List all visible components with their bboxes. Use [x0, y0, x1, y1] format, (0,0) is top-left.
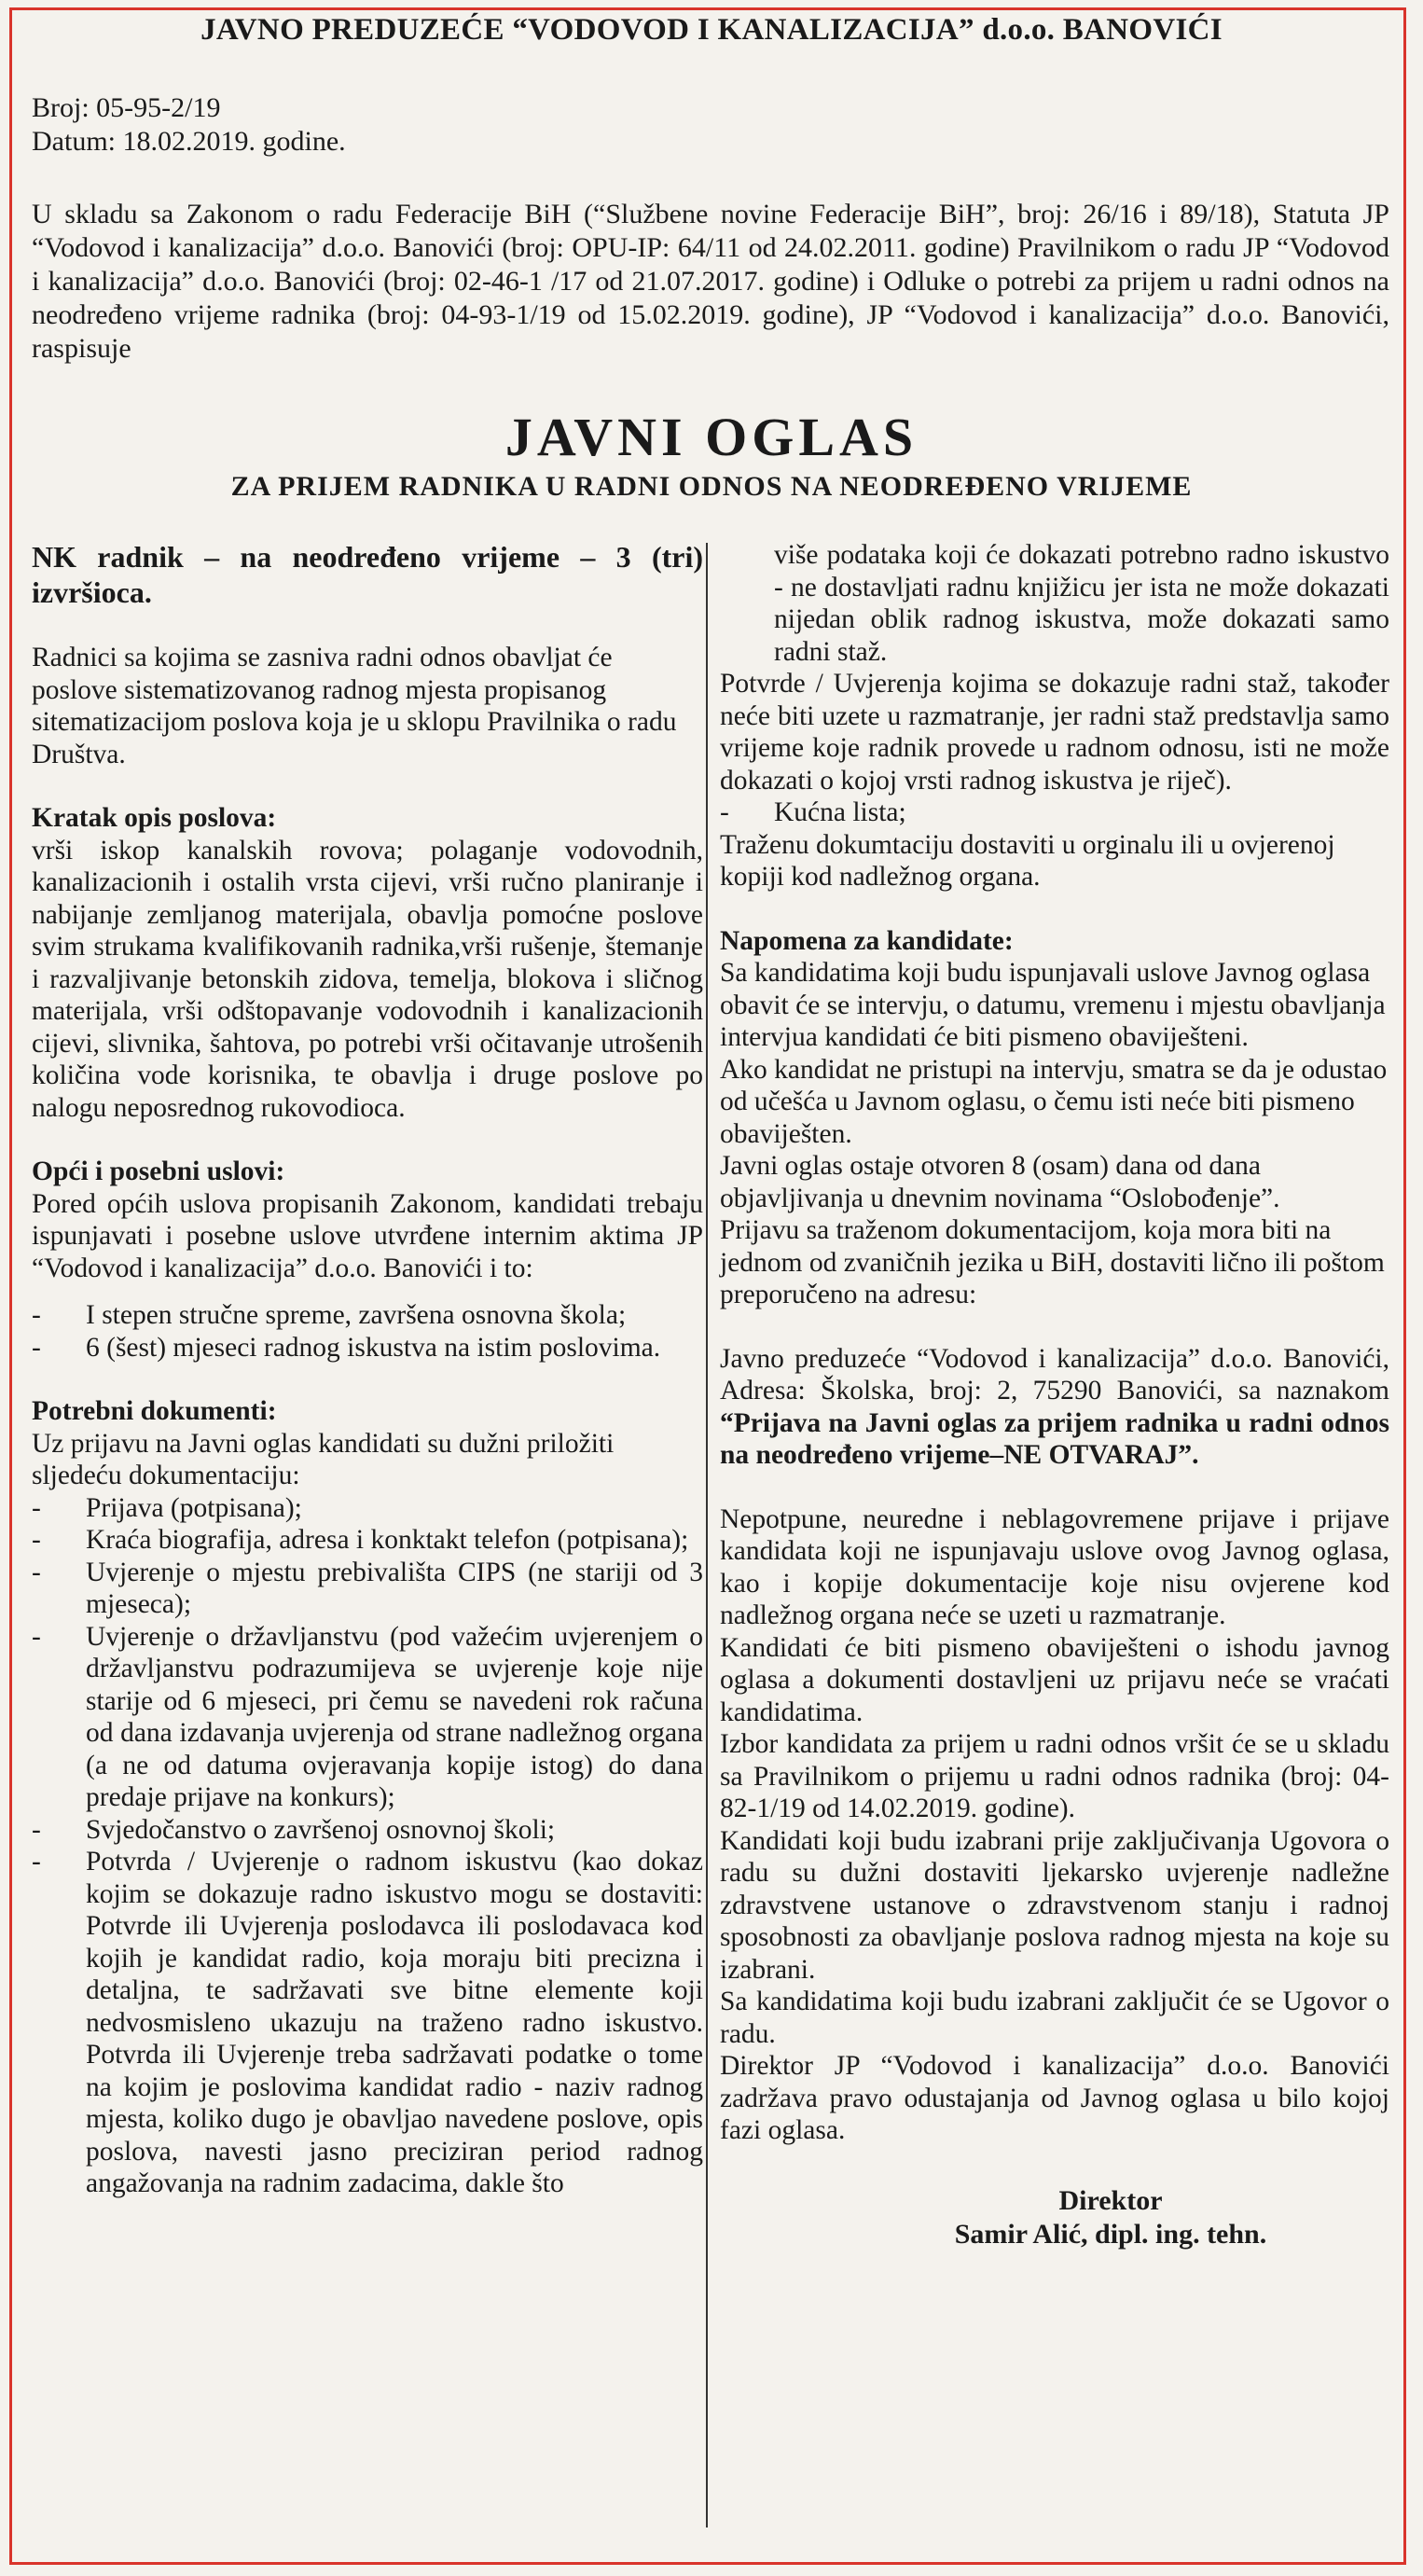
note-interview: Sa kandidatima koji budu ispunjavali uslove Javnog oglasa obavit će se intervju, o datumu, vremenu i mjestu obavljanja intervjua kandidati će biti pismeno obaviješteni. [720, 958, 1386, 1052]
list-item: - Svjedočanstvo o završenoj osnovnoj školi; [32, 1814, 556, 1845]
list-item: - Kraća biografija, adresa i konktakt telefon (potpisana); [32, 1525, 689, 1555]
notification-note: Kandidati će biti pismeno obaviješteni o ishodu javnog oglasa a dokumenti dostavljeni uz prijavu neće se vraćati kandidatima. [720, 1632, 1389, 1727]
left-column [32, 539, 703, 2200]
duties-heading: Kratak opis poslova: [32, 803, 277, 833]
contract-note: Sa kandidatima koji budu izabrani zaključit će se Ugovor o radu. [720, 1987, 1389, 2049]
experience-continuation: više podataka koji će dokazati potrebno radno iskustvo - ne dostavljati radnu knjižicu jer ista ne može dokazati nijedan oblik radnog iskustva, može dokazati samo radni staž. [774, 540, 1389, 667]
original-docs-note: Traženu dokumtaciju dostaviti u orginalu ili u ovjerenoj kopiji kod nadležnog organa. [720, 829, 1335, 892]
list-item: - Prijava (potpisana); [32, 1492, 302, 1523]
documents-intro: Uz prijavu na Javni oglas kandidati su dužni priložiti sljedeću dokumentaciju: [32, 1428, 615, 1490]
signature-name: Samir Alić, dipl. ing. tehn. [954, 2218, 1267, 2250]
list-item: - 6 (šest) mjeseci radnog iskustva na istim poslovima. [32, 1332, 661, 1363]
document-number: Broj: 05-95-2/19 [32, 92, 221, 123]
mailing-address [720, 1343, 1389, 1472]
company-header: JAVNO PREDUZEĆE “VODOVOD I KANALIZACIJA” d.o.o. BANOVIĆI [200, 13, 1223, 47]
selection-note: Izbor kandidata za prijem u radni odnos vršit će se u skladu sa Pravilnikom o prijemu u radni odnos radnika (broj: 04-82-1/19 od 14.02.2019. godine). [720, 1729, 1389, 1823]
list-item: - I stepen stručne spreme, završena osnovna škola; [32, 1300, 627, 1330]
position-description: Radnici sa kojima se zasniva radni odnos obavljat će poslove sistematizovanog radnog mjesta propisanog sitematizacijom poslova koja je u sklopu Pravilnika o radu Društva. [32, 643, 677, 769]
work-record-note: Potvrde / Uvjerenja kojima se dokazuje radni staž, također neće biti uzete u razmatranje, jer radni staž predstavlja samo vrijeme koje radnik provede u radnom odnosu, isti ne može dokazati o kojoj vrsti radnog iskustva je riječ). [720, 669, 1389, 796]
conditions-text: Pored općih uslova propisanih Zakonom, kandidati trebaju ispunjavati i posebne uslove utvrđene internim aktima JP “Vodovod i kanalizacija” d.o.o. Banovići i to: [32, 1188, 703, 1283]
document-meta [32, 91, 346, 159]
conditions-list [32, 1299, 703, 1364]
document-date: Datum: 18.02.2019. godine. [32, 126, 346, 157]
note-submission: Prijavu sa traženom dokumentacijom, koja mora biti na jednom od zvaničnih jezika u BiH, dostaviti lično ili poštom preporučeno na adresu: [720, 1215, 1385, 1309]
address-label: “Prijava na Javni oglas za prijem radnika u radni odnos na neodređeno vrijeme–NE OTVARAJ”. [720, 1407, 1389, 1470]
list-item: - Potvrda / Uvjerenje o radnom iskustvu (kao dokaz kojim se dokazuje radno iskustvo mogu se dostaviti: Potvrde ili Uvjerenja poslodavca ili poslodavaca kod kojih je kandidat radio, koja moraju biti precizna i detaljna, te sadržavati sve bitne elemente koji nedvosmisleno ukazuju na traženo radno iskustvo. Potvrda ili Uvjerenje treba sadržavati podatke o tome na kojim je poslovima kandidat radio - naziv radnog mjesta, koliko dugo je obavljao navedene poslove, opis poslova, navesti jasno preciziran period radnog angažovanja na radnim zadacima, dakle što [32, 1847, 703, 2198]
list-item: - Uvjerenje o državljanstvu (pod važećim uvjerenjem o državljanstvu podrazumijeva se uvjerenje koje nije starije od 6 mjeseci, pri čemu se navedeni rok računa od dana izdavanja uvjerenja od strane nadležnog organa (a ne od datuma ovjeravanja kopije istog) do dana predaje prijave na konkurs); [32, 1621, 703, 1812]
column-divider [706, 543, 708, 2528]
director-rights-note: Direktor JP “Vodovod i kanalizacija” d.o.o. Banovići zadržava pravo odustajanja od Javnog oglasa u bilo kojoj fazi oglasa. [720, 2051, 1389, 2145]
announcement-title: JAVNI OGLAS [504, 407, 919, 467]
note-deadline: Javni oglas ostaje otvoren 8 (osam) dana od dana objavljivanja u dnevnim novinama “Oslobođenje”. [720, 1151, 1280, 1213]
medical-note: Kandidati koji budu izabrani prije zaključivanja Ugovora o radu su dužni dostaviti ljekarsko uvjerenje nadležne zdravstvene ustanove o zdravstvenom stanju i radnoj sposobnosti za obavljanje poslova radnog mjesta na koje su izabrani. [720, 1825, 1389, 1985]
duties-text: vrši iskop kanalskih rovova; polaganje vodovodnih, kanalizacionih i ostalih vrsta cijevi, vrši ručno planiranje i nabijanje zemljanog materijala, obavlja pomoćne poslove svim strukama kvalifikovanih radnika,vrši rušenje, štemanje i razvaljivanje betonskih zidova, temelja, blokova i sličnog materijala, vrši odštopavanje vodovodnih i kanalizacionih cijevi, slivnika, šahtova, po potrebi vrši očitavanje utrošenih količina vode korisnika, te obavlja i druge poslove po nalogu neposrednog rukovodioca. [32, 835, 703, 1123]
right-column [720, 539, 1389, 2251]
incomplete-applications-note: Nepotpune, neuredne i neblagovremene prijave i prijave kandidata koji ne ispunjavaju uslove ovog Javnog oglasa, kao i kopije dokumentacije koje nisu ovjerene kod nadležnog organa neće se uzeti u razmatranje. [720, 1503, 1389, 1630]
documents-heading: Potrebni dokumenti: [32, 1396, 277, 1426]
announcement-subtitle: ZA PRIJEM RADNIKA U RADNI ODNOS NA NEODREĐENO VRIJEME [230, 471, 1193, 502]
conditions-heading: Opći i posebni uslovi: [32, 1156, 285, 1186]
list-item: - Kućna lista; [720, 797, 906, 827]
documents-list [32, 1492, 703, 2200]
signature-block [720, 2184, 1389, 2251]
signature-title: Direktor [1058, 2184, 1163, 2216]
list-item: - Uvjerenje o mjestu prebivališta CIPS (ne stariji od 3 mjeseca); [32, 1557, 703, 1619]
household-list [720, 796, 1389, 829]
intro-paragraph: U skladu sa Zakonom o radu Federacije BiH (“Službene novine Federacije BiH”, broj: 26/16 i 89/18), Statuta JP “Vodovod i kanalizacija” d.o.o. Banovići (broj: OPU-IP: 64/11 od 24.02.2011. godine) Pravilnikom o radu JP “Vodovod i kanalizacija” d.o.o. Banovići (broj: 02-46-1 /17 od 21.07.2017. godine) i Odluke o potrebi za prijem u radni odnos na neodređeno vrijeme radnika (broj: 04-93-1/19 od 15.02.2019. godine), JP “Vodovod i kanalizacija” d.o.o. Banovići, raspisuje [32, 199, 1389, 364]
note-absence: Ako kandidat ne pristupi na intervju, smatra se da je odustao od učešća u Javnom oglasu, o čemu isti neće biti pismeno obaviješten. [720, 1054, 1388, 1149]
position-title: NK radnik – na neodređeno vrijeme – 3 (tri) izvršioca. [32, 540, 703, 609]
address-text: Javno preduzeće “Vodovod i kanalizacija” d.o.o. Banovići, Adresa: Školska, broj: 2, 75290 Banovići, sa naznakom [720, 1343, 1389, 1406]
notes-heading: Napomena za kandidate: [720, 925, 1014, 956]
